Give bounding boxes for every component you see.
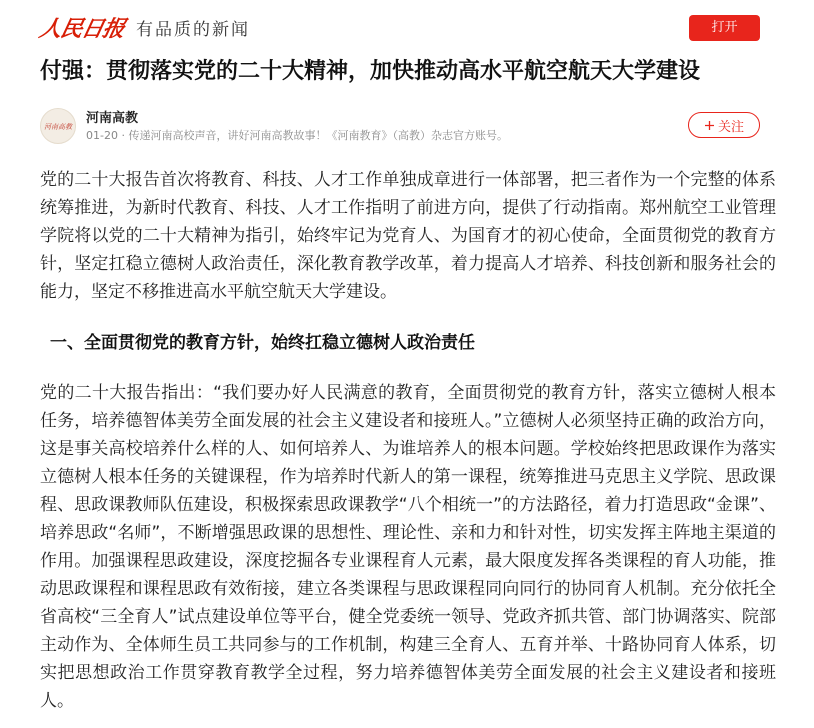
follow-button[interactable] xyxy=(688,112,760,138)
follow-label: 关注 xyxy=(717,119,744,135)
author-name[interactable]: 河南高教 xyxy=(86,111,139,126)
avatar-logo-icon xyxy=(41,109,75,143)
author-bar xyxy=(40,106,774,146)
logo-mark: 人民日报 xyxy=(36,16,127,42)
article-paragraph: 党的二十大报告指出：“我们要办好人民满意的教育，全面贯彻党的教育方针，落实立德树人根本任务，培养德智体美劳全面发展的社会主义建设者和接班人。”立德树人必须坚持正确的政治方向，这是事关高校培养什么样的人、如何培养人、为谁培养人的根本问题。学校始终把思政课作为落实立德树人根本任务的关键课程，作为培养时代新人的第一课程，统筹推进马克思主义学院、思政课程、思政课教师队伍建设，积极探索思政课教学“八个相统一”的方法路径，着力打造思政“金课”、培养思政“名师”，不断增强思政课的思想性、理论性、亲和力和针对性，切实发挥主阵地主渠道的作用。加强课程思政建设，深度挖掘各专业课程育人元素，最大限度发挥各类课程的育人功能，推动思政课程和课程思政有效衔接，建立各类课程与思政课程同向同行的协同育人机制。充分依托全省高校“三全育人”试点建设单位等平台，健全党委统一领导、党政齐抓共管、部门协调落实、院部主动作为、全体师生员工共同参与的工作机制，构建三全育人、五育并举、十路协同育人体系，切实把思想政治工作贯穿教育教学全过程，努力培养德智体美劳全面发展的社会主义建设者和接班人。 xyxy=(40,383,776,711)
author-meta: 01-20 · 传递河南高校声音，讲好河南高教故事！《河南教育》（高教）杂志官方账号。 xyxy=(86,129,508,142)
logo-slogan: 有品质的新闻 xyxy=(136,20,251,40)
avatar[interactable] xyxy=(40,108,76,144)
article-title: 付强：贯彻落实党的二十大精神，加快推动高水平航空航天大学建设 xyxy=(40,59,701,84)
top-bar xyxy=(0,0,814,52)
article-paragraph: 党的二十大报告首次将教育、科技、人才工作单独成章进行一体部署，把三者作为一个完整的体系统筹推进，为新时代教育、科技、人才工作指明了前进方向，提供了行动指南。郑州航空工业管理学院将以党的二十大精神为指引，始终牢记为党育人、为国育才的初心使命，全面贯彻党的教育方针，坚定扛稳立德树人政治责任，深化教育教学改革，着力提高人才培养、科技创新和服务社会的能力，坚定不移推进高水平航空航天大学建设。 xyxy=(40,170,776,302)
open-app-button[interactable]: 打开 xyxy=(689,15,760,41)
plus-icon xyxy=(704,120,715,131)
section-heading: 一、全面贯彻党的教育方针，始终扛稳立德树人政治责任 xyxy=(50,333,475,353)
article-body xyxy=(40,166,776,715)
app-logo[interactable] xyxy=(36,12,251,43)
avatar-text: 河南高教 xyxy=(44,123,72,131)
